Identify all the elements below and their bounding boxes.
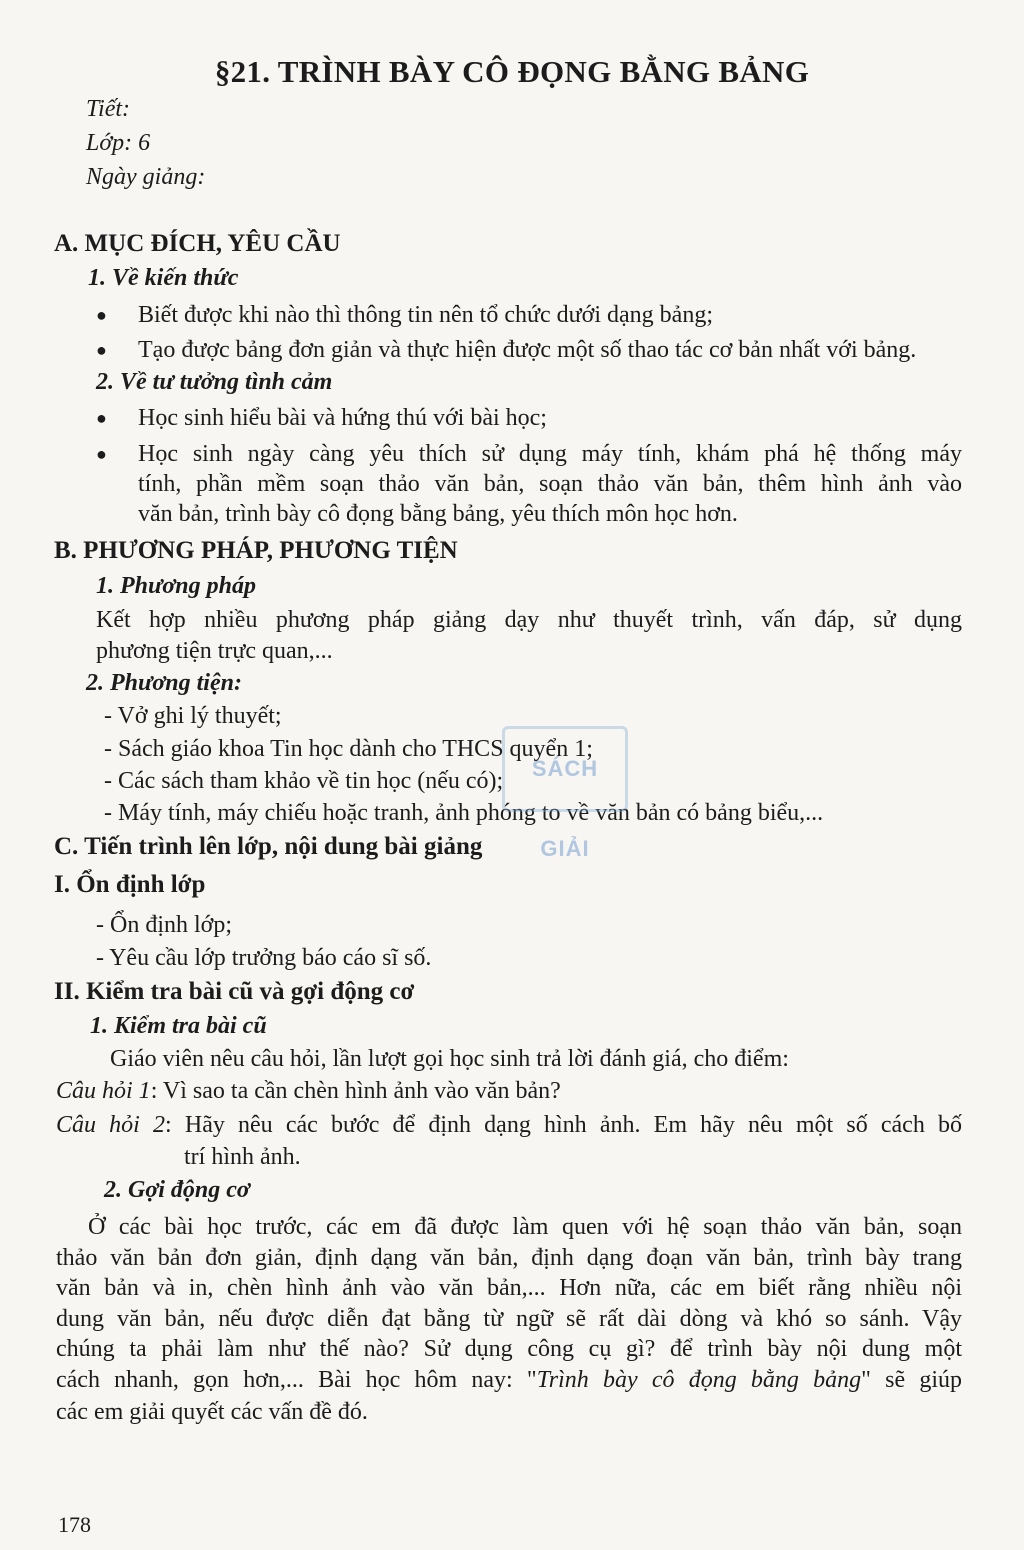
- list-item: - Máy tính, máy chiếu hoặc tranh, ảnh phóng to về văn bản có bảng biểu,...: [104, 800, 824, 826]
- section-a-sub2: 2. Về tư tưởng tình cảm: [96, 369, 333, 395]
- paragraph-line: [56, 1365, 962, 1395]
- paragraph-line: văn bản và in, chèn hình ảnh vào văn bản,... Hơn nữa, các em biết rằng nhiều nội: [56, 1275, 962, 1301]
- paragraph-line: dung văn bản, nếu được diễn đạt bằng từ ngữ sẽ rất dài dòng và khó so sánh. Vậy: [56, 1306, 962, 1332]
- meta-tiet: Tiết:: [86, 96, 131, 122]
- section-a-heading: A. MỤC ĐÍCH, YÊU CẦU: [54, 230, 341, 257]
- paragraph-line: Kết hợp nhiều phương pháp giảng dạy như thuyết trình, vấn đáp, sử dụng: [96, 607, 962, 633]
- part-2-sub1: 1. Kiểm tra bài cũ: [90, 1013, 267, 1039]
- list-item: - Yêu cầu lớp trưởng báo cáo sĩ số.: [96, 945, 432, 971]
- question-1-label: Câu hỏi 1: [56, 1078, 151, 1104]
- paragraph-line: các em giải quyết các vấn đề đó.: [56, 1399, 368, 1425]
- paragraph-line: thảo văn bản đơn giản, định dạng văn bản, định dạng đoạn văn bản, trình bày trang: [56, 1245, 962, 1271]
- list-item: Học sinh hiểu bài và hứng thú với bài học;: [138, 405, 547, 431]
- list-item: Biết được khi nào thì thông tin nên tổ chức dưới dạng bảng;: [138, 302, 713, 328]
- watermark-logo: SÁCH GIẢI: [502, 726, 628, 812]
- bullet-icon: ●: [96, 408, 107, 428]
- list-item: - Các sách tham khảo về tin học (nếu có);: [104, 768, 504, 794]
- part-2-heading: II. Kiểm tra bài cũ và gợi động cơ: [54, 978, 415, 1005]
- section-b-sub1: 1. Phương pháp: [96, 573, 256, 599]
- list-item: Tạo được bảng đơn giản và thực hiện được một số thao tác cơ bản nhất với bảng.: [138, 337, 917, 363]
- list-item: - Sách giáo khoa Tin học dành cho THCS quyển 1;: [104, 736, 593, 762]
- part-2-sub2: 2. Gợi động cơ: [104, 1177, 250, 1203]
- bullet-icon: ●: [96, 340, 107, 360]
- question-2-continuation: trí hình ảnh.: [184, 1144, 301, 1170]
- text-run: cách nhanh, gọn hơn,... Bài học hôm nay: ": [56, 1367, 537, 1393]
- list-item-line: văn bản, trình bày cô đọng bằng bảng, yêu thích môn học hơn.: [138, 501, 738, 527]
- meta-ngay-giang: Ngày giảng:: [86, 164, 206, 190]
- page-number: 178: [58, 1512, 91, 1537]
- meta-lop: Lớp: 6: [86, 130, 151, 156]
- section-b-heading: B. PHƯƠNG PHÁP, PHƯƠNG TIỆN: [54, 537, 458, 564]
- bullet-icon: ●: [96, 444, 107, 464]
- paragraph-line: chúng ta phải làm như thế nào? Sử dụng công cụ gì? để trình bày nội dung một: [56, 1336, 962, 1362]
- page-title: §21. TRÌNH BÀY CÔ ĐỌNG BẰNG BẢNG: [214, 54, 810, 89]
- paragraph-line: phương tiện trực quan,...: [96, 638, 333, 664]
- section-c-heading: C. Tiến trình lên lớp, nội dung bài giảng: [54, 833, 483, 860]
- question-2: [56, 1110, 962, 1140]
- section-a-sub1: 1. Về kiến thức: [88, 265, 239, 291]
- lesson-title-italic: Trình bày cô đọng bằng bảng: [536, 1367, 862, 1393]
- question-2-label: Câu hỏi 2: [56, 1112, 166, 1138]
- question-1: [56, 1076, 561, 1106]
- list-item-line: Học sinh ngày càng yêu thích sử dụng máy tính, khám phá hệ thống máy: [138, 441, 962, 467]
- paragraph-line: Ở các bài học trước, các em đã được làm quen với hệ soạn thảo văn bản, soạn: [88, 1214, 962, 1240]
- intro-text: Giáo viên nêu câu hỏi, lần lượt gọi học sinh trả lời đánh giá, cho điểm:: [110, 1046, 789, 1072]
- part-1-heading: I. Ổn định lớp: [54, 871, 206, 898]
- list-item-line: tính, phần mềm soạn thảo văn bản, soạn thảo văn bản, thêm hình ảnh vào: [138, 471, 962, 497]
- list-item: - Vở ghi lý thuyết;: [104, 703, 282, 729]
- question-1-text: : Vì sao ta cần chèn hình ảnh vào văn bản?: [150, 1078, 561, 1104]
- bullet-icon: ●: [96, 305, 107, 325]
- section-b-sub2: 2. Phương tiện:: [86, 670, 242, 696]
- text-run: " sẽ giúp: [861, 1367, 962, 1393]
- list-item: - Ổn định lớp;: [96, 912, 233, 938]
- question-2-text: : Hãy nêu các bước để định dạng hình ảnh. Em hãy nêu một số cách bố: [165, 1112, 962, 1138]
